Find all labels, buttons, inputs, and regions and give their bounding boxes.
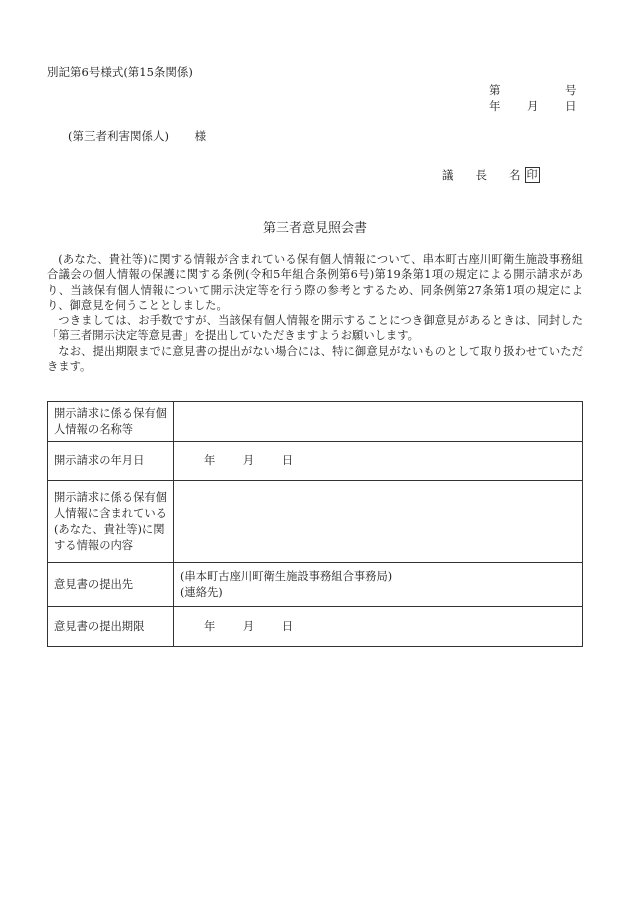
row-label: 意見書の提出期限: [48, 607, 174, 647]
document-number-prefix: 第: [489, 83, 501, 97]
deadline-date-value: [174, 607, 583, 647]
body-paragraph: (あなた、貴社等)に関する情報が含まれている保有個人情報について、串本町古座川町衛生施設事務組合議会の個人情報の保護に関する条例(令和5年組合条例第6号)第19条第1項の規定による開示請求があり、当該保有個人情報について開示決定等を行う際の参考とするため、同条例第27条第1項の規定により、御意見を伺うこととしました。: [47, 253, 583, 312]
table-row: [48, 563, 583, 607]
addressee: [68, 128, 206, 144]
body-paragraph: つきましては、お手数ですが、当該保有個人情報を開示することにつき御意見があるときは、同封した「第三者開示決定等意見書」を提出していただきますようお願いします。: [47, 314, 583, 343]
table-row: [48, 481, 583, 563]
row-label: 開示請求に係る保有個人情報の名称等: [48, 402, 174, 442]
date-year: 年: [204, 454, 216, 467]
row-label: 開示請求の年月日: [48, 442, 174, 481]
document-title: 第三者意見照会書: [262, 221, 367, 236]
date-year: 年: [204, 619, 216, 633]
sender-title-char: 議: [442, 168, 454, 182]
row-label: 意見書の提出先: [48, 563, 174, 607]
body-text: [47, 252, 583, 374]
date-day: 日: [565, 99, 577, 113]
row-value-empty: [174, 481, 583, 563]
addressee-honorific: 様: [194, 129, 207, 143]
date-month: 月: [527, 99, 539, 113]
destination-office: (串本町古座川町衛生施設事務組合事務局): [180, 569, 393, 583]
sender-title-char: 長: [475, 168, 487, 182]
date-month: 月: [242, 619, 255, 633]
date-day: 日: [281, 454, 294, 467]
addressee-name: (第三者利害関係人): [68, 129, 169, 143]
row-label: 開示請求に係る保有個人情報に含まれている(あなた、貴社等)に関する情報の内容: [48, 481, 174, 563]
date-year: 年: [489, 99, 501, 113]
sender-line: [442, 167, 540, 183]
seal-mark: 印: [526, 168, 538, 181]
submission-destination-value: [174, 563, 583, 607]
info-table: [47, 401, 583, 647]
row-value-empty: [174, 402, 583, 442]
table-row: [48, 402, 583, 442]
table-row: [48, 607, 583, 647]
document-number-suffix: 号: [565, 83, 577, 97]
table-row: [48, 442, 583, 481]
sender-title-char: 名: [509, 168, 521, 182]
date-day: 日: [281, 619, 294, 633]
destination-contact: (連絡先): [180, 585, 223, 599]
request-date-value: [174, 442, 583, 481]
date-month: 月: [242, 454, 255, 467]
body-paragraph: なお、提出期限までに意見書の提出がない場合には、特に御意見がないものとして取り扱わせていただきます。: [47, 344, 583, 374]
form-reference: 別記第6号様式(第15条関係): [47, 65, 193, 79]
